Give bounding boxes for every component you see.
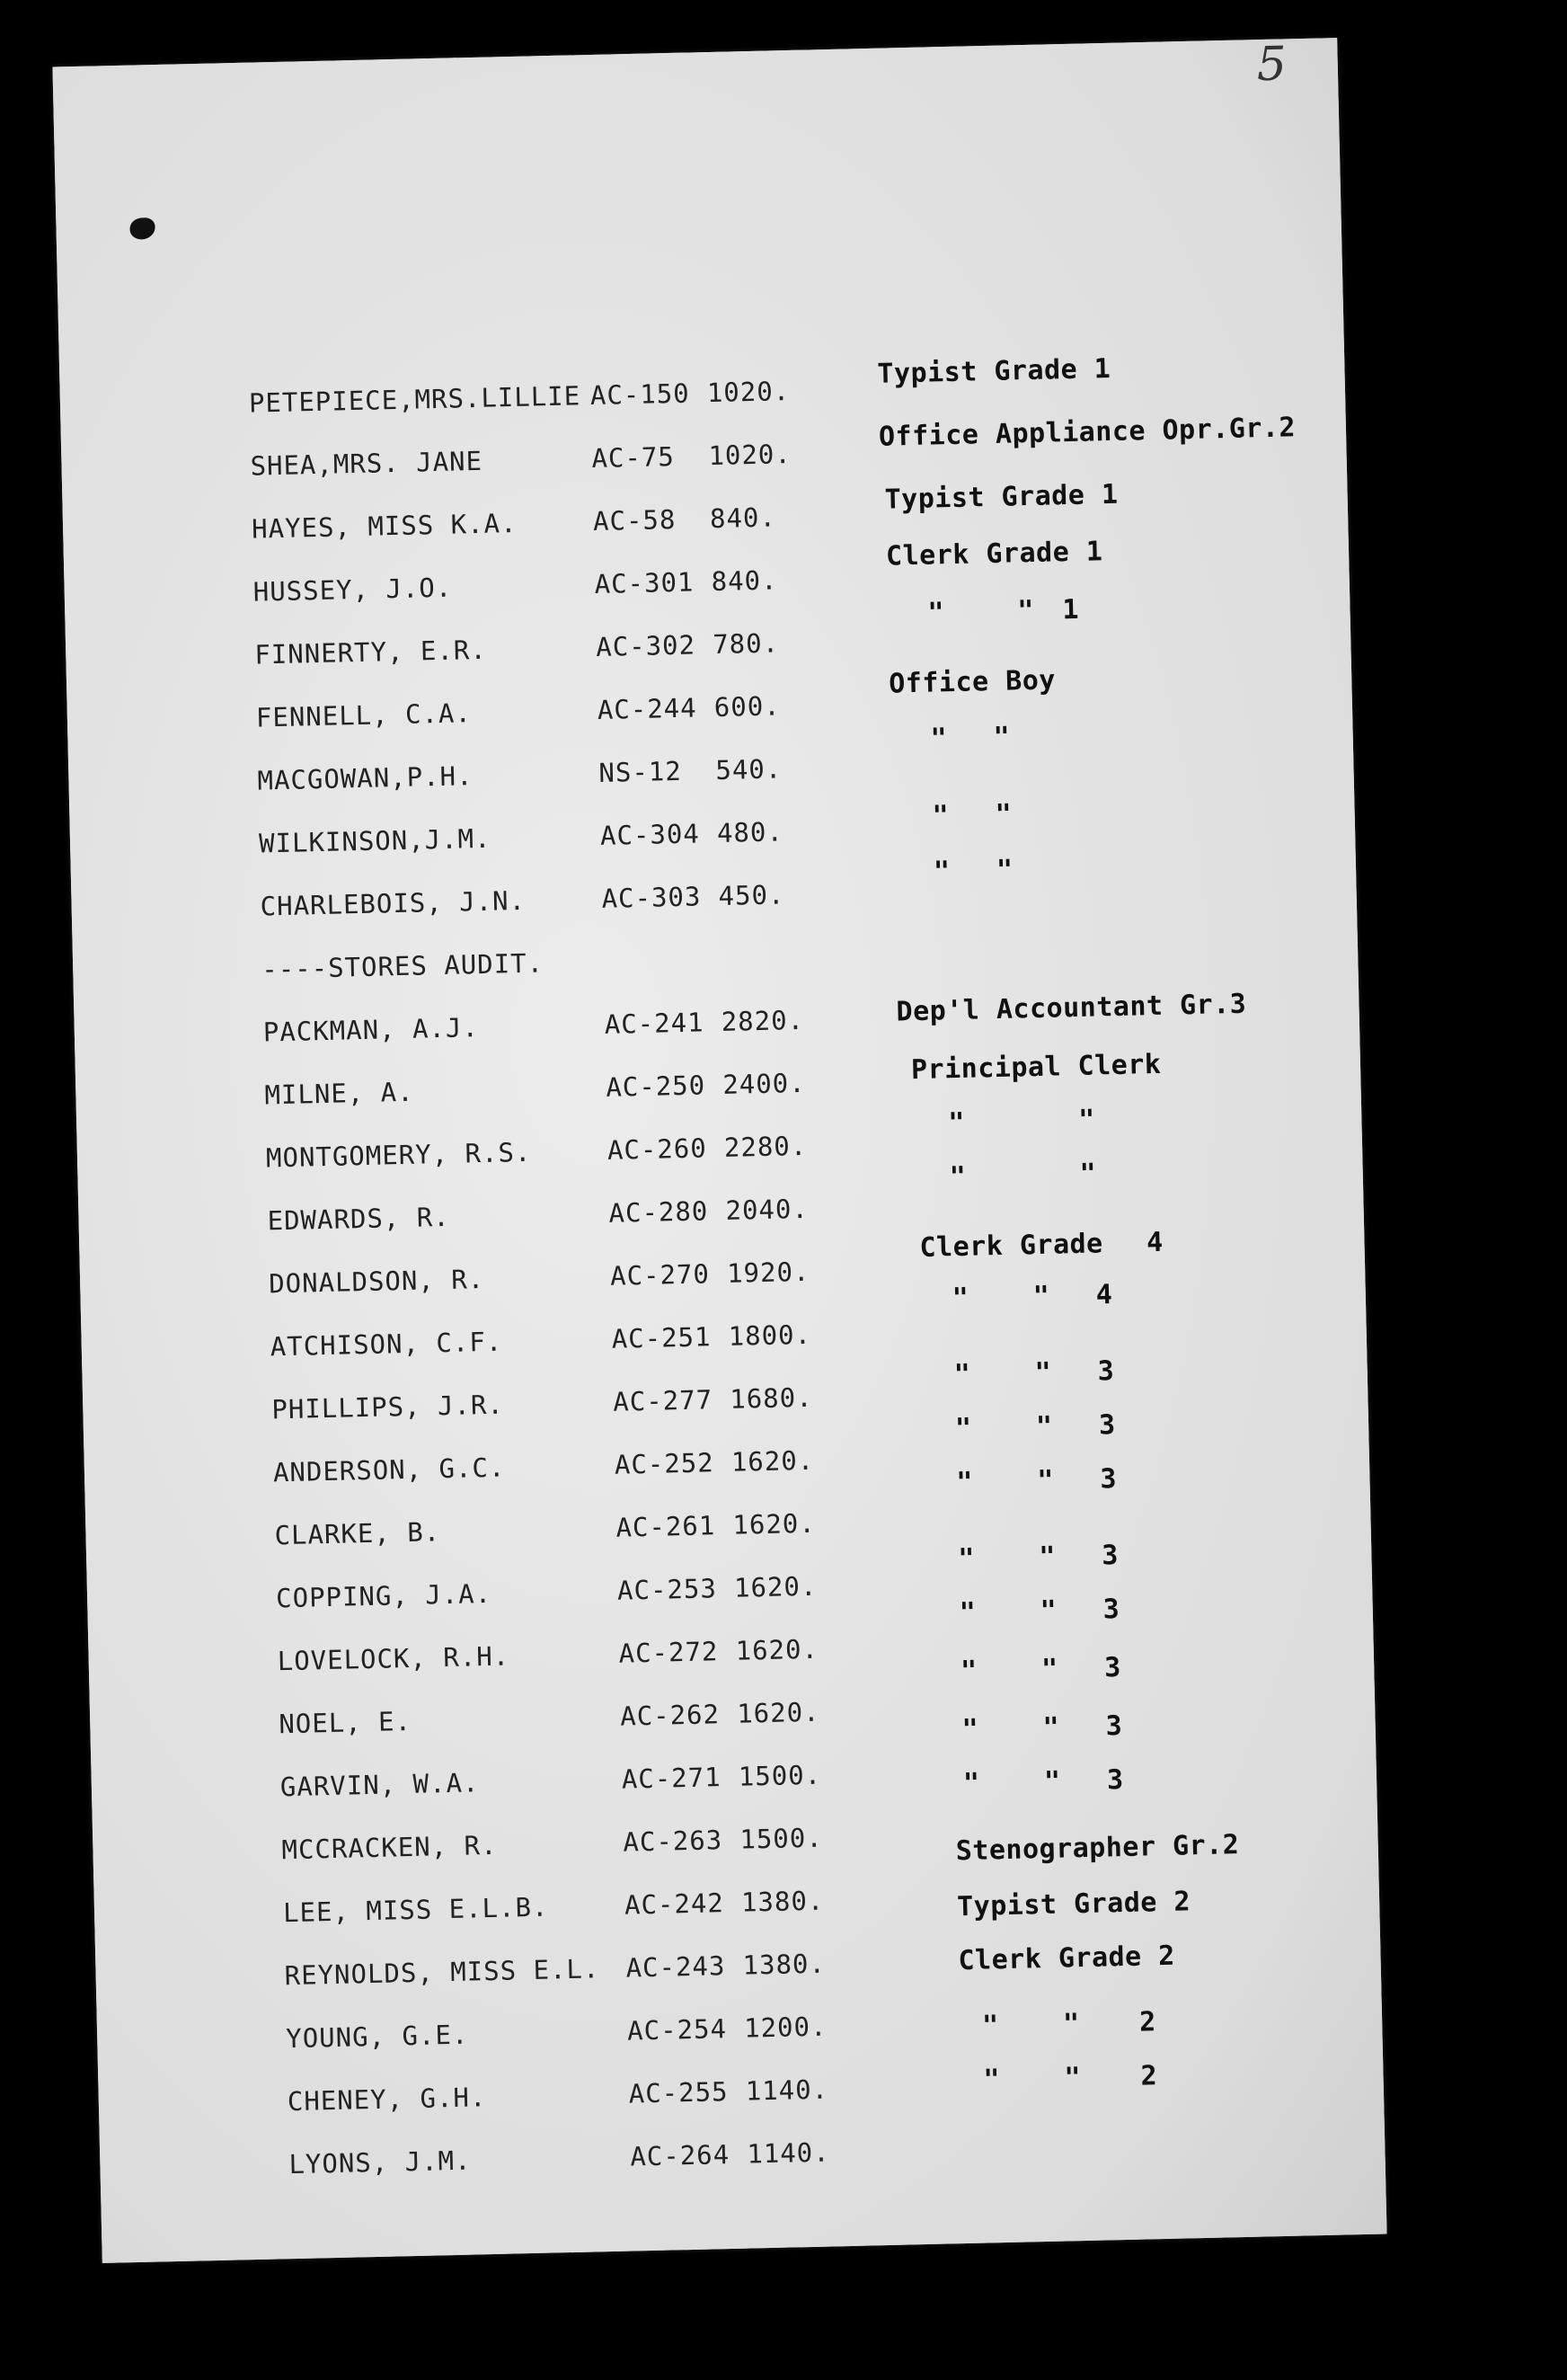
employee-name: MONTGOMERY, R.S. [265, 1136, 532, 1174]
position-code: AC-262 [619, 1699, 721, 1732]
salary-amount: 1500. [739, 1822, 824, 1855]
grade-label-text: Clerk Grade [919, 1228, 1104, 1264]
employee-row [255, 690, 782, 765]
position-code: AC-260 [606, 1132, 708, 1166]
ditto-mark: " [1062, 2008, 1080, 2040]
employee-name: ATCHISON, C.F. [270, 1326, 503, 1363]
employee-row [275, 1570, 818, 1646]
salary-amount: 2280. [723, 1130, 808, 1163]
salary-amount: 780. [712, 627, 780, 661]
employee-name: NOEL, E. [278, 1705, 412, 1740]
ditto-mark: " [954, 1412, 972, 1445]
employee-name: HAYES, MISS K.A. [251, 507, 518, 545]
ditto-mark: " [1017, 594, 1034, 627]
position-code: AC-243 [625, 1950, 726, 1984]
employee-row [281, 1822, 824, 1897]
employee-name: MILNE, A. [264, 1076, 414, 1111]
ditto-mark: " [956, 1466, 973, 1499]
salary-amount: 2400. [722, 1067, 807, 1100]
employee-row [271, 1381, 813, 1457]
salary-amount: 450. [718, 879, 785, 911]
employee-row [277, 1633, 819, 1709]
ditto-number: 3 [1103, 1652, 1121, 1684]
employee-name: YOUNG, G.E. [285, 2019, 469, 2055]
employee-list [248, 376, 831, 2213]
position-code: AC-280 [608, 1195, 709, 1229]
ditto-number: 3 [1100, 1463, 1117, 1496]
grade-label: Stenographer Gr.2 [955, 1829, 1240, 1868]
salary-amount: 1020. [708, 438, 792, 472]
ditto-mark: " [993, 721, 1011, 753]
ditto-mark: " [1040, 1653, 1058, 1686]
ditto-number: 3 [1098, 1409, 1116, 1442]
ditto-mark: " [1038, 1541, 1056, 1574]
position-code: AC-271 [621, 1762, 722, 1795]
position-code: AC-251 [611, 1321, 712, 1354]
employee-name: CHARLEBOIS, J.N. [260, 884, 527, 922]
employee-group-2 [262, 1004, 831, 2212]
position-code: AC-303 [601, 881, 702, 914]
employee-name: PACKMAN, A.J. [262, 1012, 480, 1048]
grade-label: Clerk Grade 2 [958, 1940, 1176, 1977]
employee-name: REYNOLDS, MISS E.L. [284, 1953, 600, 1992]
grade-label: Office Appliance Opr.Gr.2 [878, 412, 1297, 453]
position-code: AC-253 [616, 1573, 718, 1606]
employee-name: EDWARDS, R. [267, 1201, 451, 1237]
employee-name: DONALDSON, R. [268, 1263, 485, 1300]
employee-row [252, 564, 778, 640]
ditto-mark: " [947, 1106, 965, 1140]
employee-row [279, 1759, 822, 1834]
ditto-number: 3 [1102, 1594, 1120, 1626]
salary-amount: 1200. [743, 2011, 828, 2044]
employee-name: ANDERSON, G.C. [272, 1452, 506, 1488]
position-code: AC-264 [629, 2139, 730, 2172]
ditto-mark: " [1077, 1104, 1095, 1136]
grade-label: Principal Clerk [910, 1048, 1162, 1087]
position-code: AC-261 [615, 1510, 716, 1543]
employee-row [287, 2074, 829, 2149]
position-code: AC-270 [609, 1258, 711, 1292]
employee-row [250, 438, 792, 514]
ditto-number: 3 [1105, 1710, 1123, 1743]
section-heading: ----STORES AUDIT. [261, 947, 544, 985]
ditto-mark: " [962, 1767, 980, 1800]
employee-row [253, 627, 780, 702]
ditto-mark: " [1043, 1765, 1061, 1798]
salary-amount: 1140. [745, 2074, 829, 2107]
ditto-number: 1 [1062, 593, 1079, 626]
salary-amount: 1620. [736, 1696, 820, 1729]
employee-name: LOVELOCK, R.H. [277, 1640, 510, 1677]
page-number: 5 [1256, 37, 1288, 93]
employee-row [285, 2011, 828, 2086]
employee-row [248, 376, 791, 451]
employee-name: GARVIN, W.A. [279, 1767, 480, 1803]
position-code: AC-304 [599, 818, 701, 851]
ditto-mark: " [1037, 1464, 1054, 1497]
salary-amount: 840. [709, 502, 777, 535]
ditto-mark: " [996, 854, 1014, 886]
salary-amount: 1680. [729, 1381, 813, 1415]
position-code: AC-252 [614, 1447, 715, 1480]
ditto-number: 3 [1106, 1763, 1124, 1797]
employee-row [268, 1256, 810, 1331]
position-code: AC-58 [592, 503, 677, 537]
grade-label: Typist Grade 1 [877, 352, 1111, 390]
salary-amount: 1620. [733, 1570, 818, 1603]
ditto-number: 2 [1140, 2060, 1157, 2092]
position-code: NS-12 [598, 755, 683, 788]
salary-amount: 1380. [742, 1948, 827, 1981]
employee-name: SHEA,MRS. JANE [250, 445, 483, 482]
salary-amount: 540. [715, 753, 783, 786]
ditto-mark: " [1035, 1410, 1053, 1443]
salary-amount: 1620. [732, 1507, 817, 1541]
grade-number: 4 [1146, 1226, 1164, 1259]
employee-name: FINNERTY, E.R. [253, 634, 488, 670]
employee-row [251, 502, 777, 577]
position-code: AC-242 [624, 1887, 725, 1921]
position-code: AC-301 [594, 566, 695, 599]
ditto-mark: " [957, 1542, 975, 1576]
employee-row [278, 1696, 820, 1772]
employee-name: HUSSEY, J.O. [252, 572, 453, 608]
ditto-mark: " [995, 798, 1013, 830]
salary-amount: 840. [711, 564, 778, 598]
employee-row [267, 1193, 810, 1268]
ditto-mark: " [1032, 1280, 1050, 1313]
ditto-mark: " [1040, 1594, 1058, 1628]
ditto-mark: " [930, 723, 948, 755]
employee-name: LYONS, J.M. [288, 2145, 472, 2180]
position-code: AC-272 [618, 1636, 719, 1669]
employee-group-1 [248, 376, 792, 955]
ditto-mark: " [949, 1160, 967, 1194]
ditto-mark: " [952, 1282, 969, 1315]
employee-name: FENNELL, C.A. [255, 697, 473, 733]
employee-row [264, 1067, 807, 1142]
grade-label: Typist Grade 1 [884, 478, 1119, 516]
ditto-mark: " [1034, 1356, 1052, 1390]
employee-row [274, 1507, 817, 1583]
grade-label: Dep'l Accountant Gr.3 [896, 988, 1247, 1028]
salary-amount: 1380. [740, 1885, 825, 1918]
position-code: AC-241 [604, 1007, 704, 1040]
employee-row [260, 879, 785, 954]
salary-amount: 2040. [725, 1193, 810, 1226]
ditto-mark: " [983, 2064, 1000, 2096]
ditto-number: 4 [1095, 1279, 1113, 1311]
employee-name: MACGOWAN,P.H. [257, 760, 474, 796]
ditto-mark: " [960, 1655, 978, 1688]
ink-blot [129, 218, 155, 240]
employee-row [258, 816, 784, 891]
employee-name: WILKINSON,J.M. [258, 822, 491, 859]
ditto-mark: " [961, 1713, 979, 1746]
employee-row [284, 1948, 827, 2023]
employee-name: CLARKE, B. [274, 1516, 441, 1551]
ditto-number: 3 [1101, 1540, 1119, 1572]
ditto-mark: " [959, 1596, 977, 1630]
position-code: AC-244 [597, 692, 697, 725]
employee-name: LEE, MISS E.L.B. [282, 1891, 549, 1929]
ditto-mark: " [1079, 1158, 1097, 1190]
ditto-mark: " [981, 2010, 999, 2042]
ditto-mark: " [927, 597, 944, 629]
position-code: AC-277 [612, 1384, 713, 1417]
position-code: AC-254 [626, 2013, 728, 2047]
employee-name: PETEPIECE,MRS.LILLIE [248, 380, 581, 419]
employee-row [262, 1004, 805, 1079]
salary-amount: 480. [716, 816, 784, 848]
ditto-number: 3 [1097, 1355, 1115, 1388]
document-page [52, 38, 1386, 2263]
ditto-mark: " [953, 1358, 971, 1391]
employee-row [257, 753, 783, 828]
grade-label [919, 1227, 1164, 1264]
salary-amount: 1020. [706, 376, 791, 409]
ditto-mark: " [933, 856, 951, 888]
employee-row [288, 2136, 831, 2212]
ditto-number: 2 [1138, 2006, 1156, 2038]
ditto-mark: " [1042, 1711, 1060, 1745]
grade-label: Typist Grade 2 [956, 1886, 1191, 1923]
ditto-mark: " [932, 800, 950, 832]
grade-label: Clerk Grade 1 [885, 536, 1103, 573]
salary-amount: 2820. [721, 1004, 805, 1037]
salary-amount: 1620. [730, 1444, 815, 1478]
employee-name: COPPING, J.A. [275, 1577, 492, 1614]
position-code: AC-255 [628, 2076, 729, 2109]
position-code: AC-75 [591, 440, 676, 475]
employee-row [270, 1319, 812, 1394]
employee-name: MCCRACKEN, R. [281, 1829, 498, 1866]
salary-amount: 1800. [728, 1319, 812, 1352]
salary-amount: 1500. [738, 1759, 822, 1792]
grade-label: Office Boy [888, 664, 1057, 700]
position-code: AC-250 [605, 1070, 706, 1103]
salary-amount: 1140. [746, 2136, 831, 2170]
ditto-mark: " [1064, 2062, 1081, 2094]
salary-amount: 600. [713, 690, 782, 724]
employee-row [265, 1130, 808, 1205]
position-code: AC-263 [623, 1825, 723, 1858]
employee-row [282, 1885, 825, 1960]
salary-amount: 1620. [735, 1633, 819, 1666]
position-code: AC-150 [589, 377, 691, 412]
employee-row [272, 1444, 815, 1520]
employee-name: CHENEY, G.H. [287, 2082, 487, 2118]
position-code: AC-302 [595, 629, 696, 662]
salary-amount: 1920. [726, 1256, 810, 1289]
employee-name: PHILLIPS, J.R. [271, 1389, 505, 1425]
